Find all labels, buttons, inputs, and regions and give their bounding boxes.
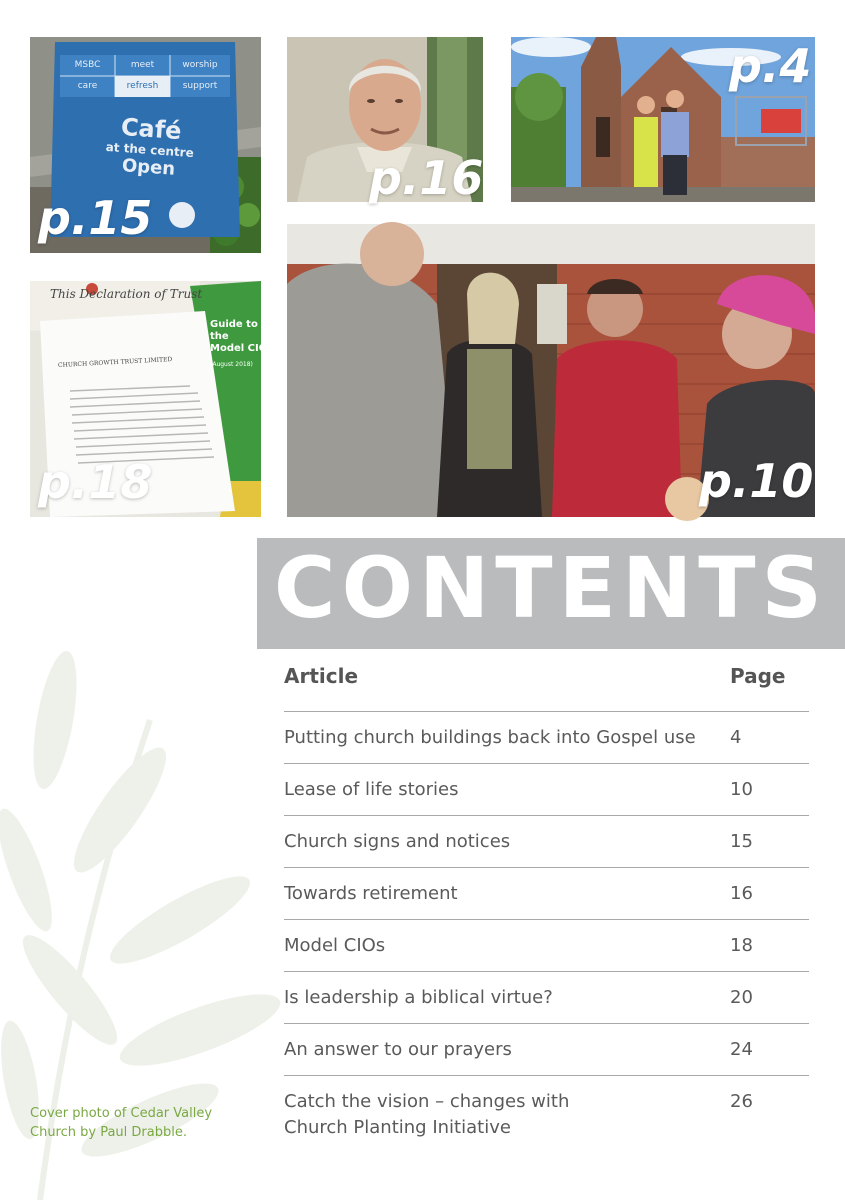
toc-row[interactable]: [284, 920, 809, 972]
toc-row-title: Church signs and notices: [284, 831, 511, 852]
sign-text-line: at the centre: [105, 139, 195, 161]
photo-church-building: [511, 37, 815, 202]
photo-elder: [287, 37, 484, 205]
photo-group: [287, 224, 815, 517]
toc-row-page: 24: [730, 1039, 753, 1060]
doc-guide-date: (August 2018): [210, 361, 253, 368]
page-label-p4: p.4: [729, 39, 812, 93]
sign-text: [83, 111, 217, 183]
page-label-p18: p.18: [38, 455, 153, 509]
cover-photo-credit: Cover photo of Cedar Valley Church by Paul Drabble.: [30, 1106, 213, 1140]
sign-text-line: Café: [120, 112, 183, 146]
sign-cell: refresh: [126, 81, 159, 91]
photo-document: [30, 281, 268, 517]
toc-row-page: 4: [730, 727, 742, 748]
toc-header-page: Page: [730, 664, 786, 688]
sign-text-line: Open: [121, 155, 176, 180]
sign-cell: meet: [130, 60, 155, 70]
toc-row-page: 26: [730, 1091, 753, 1112]
toc-row-page: 16: [730, 883, 753, 904]
photo-cafe-sign: [30, 37, 261, 253]
contents-title: CONTENTS: [273, 539, 829, 637]
toc-row[interactable]: [284, 972, 809, 1024]
table-of-contents: [284, 660, 809, 1141]
toc-row-title: Putting church buildings back into Gospel use: [284, 727, 696, 748]
sign-grid: [60, 55, 230, 97]
toc-row[interactable]: [284, 712, 809, 764]
toc-row-title: Towards retirement: [284, 883, 458, 904]
doc-heading: This Declaration of Trust: [50, 287, 203, 301]
doc-guide-title: [210, 319, 270, 371]
toc-row[interactable]: [284, 1076, 809, 1141]
contents-banner: [257, 538, 845, 649]
doc-guide-line: Guide to the: [210, 319, 258, 342]
sign-cell: worship: [182, 60, 218, 70]
toc-row[interactable]: [284, 816, 809, 868]
doc-company: CHURCH GROWTH TRUST LIMITED: [57, 356, 173, 369]
toc-row-page: 18: [730, 935, 753, 956]
sign-cell: MSBC: [74, 60, 101, 70]
toc-header: [284, 660, 809, 712]
sign-cell: care: [77, 81, 98, 91]
toc-row-page: 20: [730, 987, 753, 1008]
toc-row-title: Model CIOs: [284, 935, 386, 956]
toc-row[interactable]: [284, 1024, 809, 1076]
page-label-p10: p.10: [699, 454, 814, 508]
page-label-p16: p.16: [369, 151, 484, 205]
toc-row-title: Lease of life stories: [284, 779, 459, 800]
toc-row-title: An answer to our prayers: [284, 1039, 512, 1060]
toc-row-page: 10: [730, 779, 753, 800]
toc-row-page: 15: [730, 831, 753, 852]
toc-row-title: Is leadership a biblical virtue?: [284, 987, 553, 1008]
page-label-p15: p.15: [38, 191, 153, 245]
toc-header-article: Article: [284, 664, 359, 688]
toc-row[interactable]: [284, 764, 809, 816]
toc-row[interactable]: [284, 868, 809, 920]
sign-cell: support: [182, 81, 218, 91]
toc-row-title: Catch the vision – changes with Church Planting Initiative: [284, 1091, 570, 1138]
doc-guide-line: Model CIO: [210, 343, 268, 354]
